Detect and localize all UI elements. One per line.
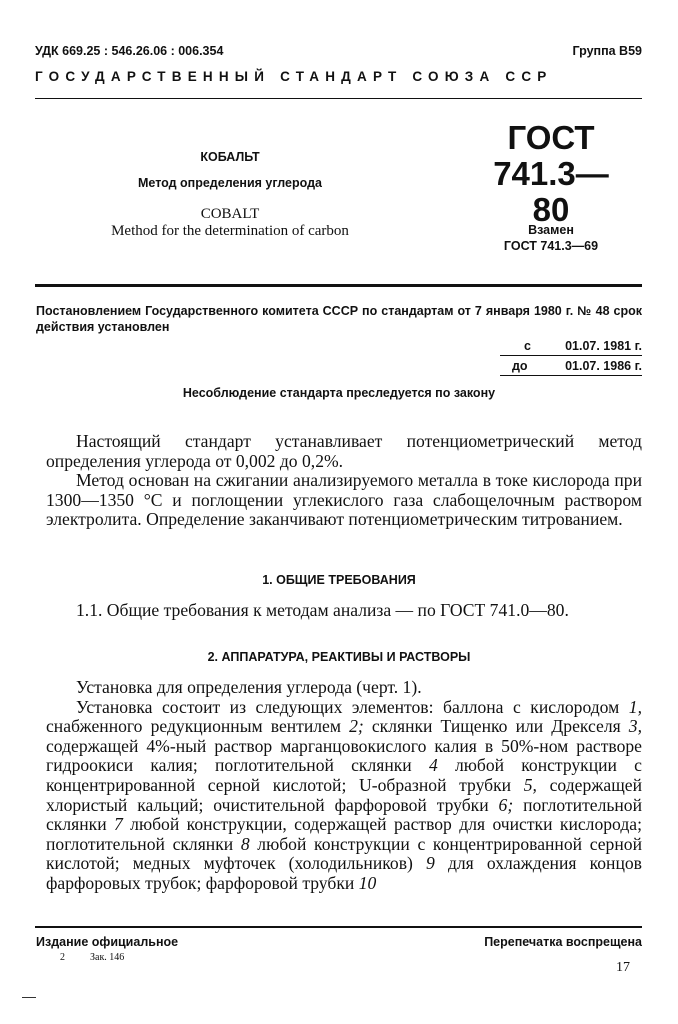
valid-from-date: 01.07. 1981 г. <box>565 339 642 353</box>
item-number: 7 <box>114 814 123 835</box>
text-run: снабженного редукционным вентилем <box>46 716 350 737</box>
replaces-label: Взамен <box>528 223 574 237</box>
item-number: 3, <box>628 716 642 737</box>
print-order-number: 2 <box>60 952 65 963</box>
text-run: любой конструкции, содержащей раствор для очистки кислорода; поглотительной склянки <box>46 814 642 854</box>
standard-name-ru: КОБАЛЬТ <box>200 150 260 164</box>
title-divider <box>35 284 642 287</box>
item-number: 8 <box>240 833 250 854</box>
standard-subtitle-ru: Метод определения углерода <box>138 176 322 190</box>
text-run: Установка состоит из следующих элементов: баллона с кислородом <box>76 696 629 717</box>
valid-from-label: с <box>524 339 531 353</box>
reprint-prohibited: Перепечатка воспрещена <box>484 935 642 949</box>
valid-from <box>500 338 642 356</box>
decree-text: Постановлением Государственного комитета СССР по стандартам от 7 января 1980 г. № 48 срок действия установлен <box>36 304 642 334</box>
state-standard-banner: ГОСУДАРСТВЕННЫЙ СТАНДАРТ СОЮЗА ССР <box>35 69 553 84</box>
standard-name-en: COBALT <box>200 206 260 222</box>
item-number: 2; <box>349 716 364 737</box>
udk-code: УДК 669.25 : 546.26.06 : 006.354 <box>35 44 224 58</box>
header-divider <box>35 98 642 99</box>
section-2-heading: 2. АППАРАТУРА, РЕАКТИВЫ И РАСТВОРЫ <box>207 650 471 664</box>
valid-to-date: 01.07. 1986 г. <box>565 359 642 373</box>
section-1-paragraph: 1.1. Общие требования к методам анализа — по ГОСТ 741.0—80. <box>76 600 569 620</box>
edge-mark <box>22 997 36 998</box>
text-run: любой конструкции с концентрированной серной кислотой; U-образной трубки <box>46 755 642 795</box>
valid-to <box>500 358 642 376</box>
item-number: 6; <box>498 794 514 815</box>
official-edition: Издание официальное <box>36 935 179 949</box>
intro-paragraph-1: Настоящий стандарт устанавливает потенциометрический метод определения углерода от 0,002 до 0,2%. <box>46 431 642 471</box>
replaces-value: ГОСТ 741.3—69 <box>503 239 599 253</box>
section-1-heading: 1. ОБЩИЕ ТРЕБОВАНИЯ <box>262 573 416 587</box>
page-number: 17 <box>616 960 630 975</box>
item-number: 10 <box>358 872 377 893</box>
gost-number: 741.3—80 <box>493 155 609 228</box>
text-run: склянки Тищенко или Дрекселя <box>363 716 629 737</box>
text-run: поглотительной склянки <box>46 794 643 835</box>
item-number: 9 <box>426 853 435 874</box>
text-run: содержащей хлористый кальций; очистительной фарфоровой трубки <box>46 774 642 815</box>
text-run: содержащей 4%-ный раствор марганцовокислого калия в 50%-ном растворе гидроокиси калия; поглотительной склянки <box>46 735 642 776</box>
legal-warning: Несоблюдение стандарта преследуется по закону <box>182 386 496 400</box>
footer-divider <box>35 926 642 928</box>
gost-label: ГОСТ <box>507 119 595 156</box>
section-2-body <box>46 678 642 894</box>
section-2-paragraph-1: Установка для определения углерода (черт. 1). <box>76 677 422 697</box>
gost-designation <box>486 120 616 228</box>
intro-paragraph-2: Метод основан на сжигании анализируемого металла в токе кислорода при 1300—1350 °С и поглощении углекислого газа слабощелочным раствором электролита. Определение заканчивают потенциометрическим титрованием. <box>46 470 642 530</box>
item-number: 5, <box>523 774 537 795</box>
classification-group: Группа В59 <box>572 44 642 58</box>
item-number: 1, <box>628 696 642 717</box>
text-run: для охлаждения концов фарфоровых трубок; фарфоровой трубки <box>46 853 642 893</box>
text-run: любой конструкции с концентрированной серной кислотой; медных муфточек (холодильников) <box>46 833 642 874</box>
validity-period <box>500 338 642 376</box>
title-block <box>80 150 380 240</box>
section-2-paragraph-2 <box>46 698 642 894</box>
valid-to-label: до <box>512 359 528 373</box>
item-number: 4 <box>428 755 438 776</box>
standard-subtitle-en: Method for the determination of carbon <box>111 223 349 239</box>
section-1-body <box>46 601 642 621</box>
replaces-block <box>487 222 615 254</box>
intro-section <box>46 432 642 530</box>
print-order: Зак. 146 <box>90 952 125 963</box>
